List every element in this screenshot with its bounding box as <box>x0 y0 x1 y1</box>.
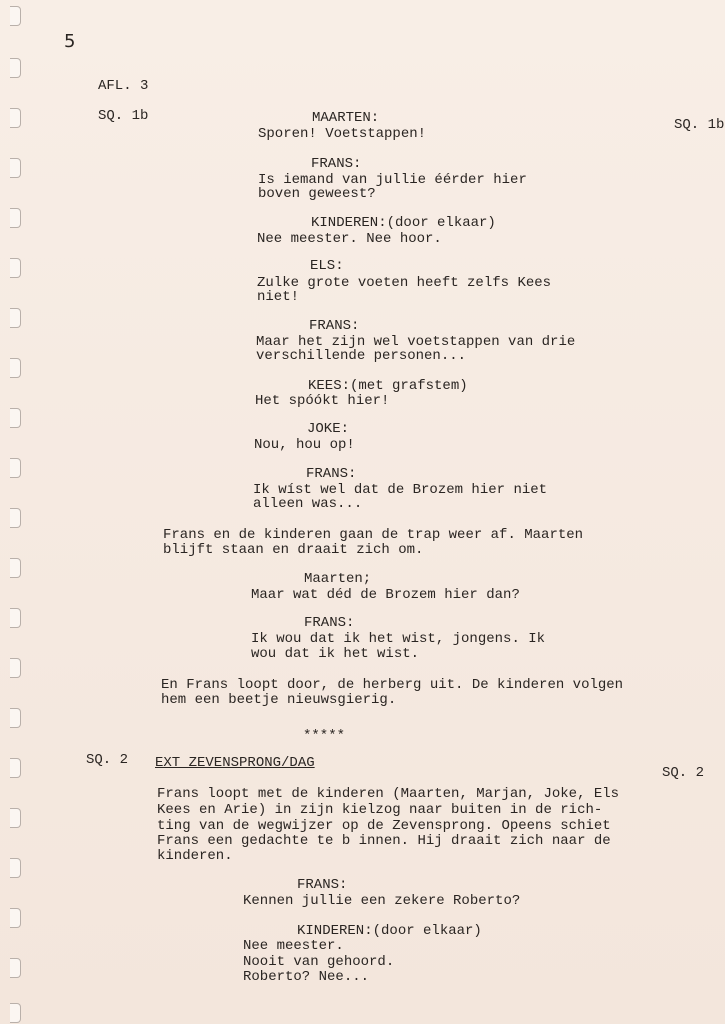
punch-hole <box>10 708 21 728</box>
punch-hole <box>10 758 21 778</box>
speaker-name: FRANS: <box>304 615 355 631</box>
punch-hole <box>10 508 21 528</box>
speaker-name: MAARTEN: <box>312 110 380 126</box>
scene-heading: EXT ZEVENSPRONG/DAG <box>155 755 315 771</box>
speaker-name: FRANS: <box>306 466 357 482</box>
speaker-name: FRANS: <box>311 156 362 172</box>
dialogue-line: Nou, hou op! <box>254 437 355 453</box>
speaker-name: JOKE: <box>307 421 350 437</box>
dialogue-line: niet! <box>257 289 300 305</box>
punch-hole <box>10 6 21 26</box>
dialogue-line: Nooit van gehoord. <box>243 954 395 970</box>
scene-break-asterisks: ***** <box>303 728 346 744</box>
speaker-name: KINDEREN:(door elkaar) <box>297 923 482 939</box>
punch-hole <box>10 908 21 928</box>
punch-hole <box>10 258 21 278</box>
episode-label: AFL. 3 <box>98 78 149 94</box>
punch-hole <box>10 808 21 828</box>
punch-hole <box>10 208 21 228</box>
scene-label-right: SQ. 2 <box>662 765 705 781</box>
speaker-name: KEES:(met grafstem) <box>308 378 468 394</box>
dialogue-line: verschillende personen... <box>256 348 467 364</box>
punch-hole <box>10 458 21 478</box>
punch-hole <box>10 308 21 328</box>
action-line: blijft staan en draait zich om. <box>163 542 424 558</box>
punch-hole <box>10 958 21 978</box>
dialogue-line: Nee meester. <box>243 938 344 954</box>
action-line: ting van de wegwijzer op de Zevensprong. Opeens schiet <box>157 818 611 834</box>
speaker-name: FRANS: <box>309 318 360 334</box>
speaker-name: FRANS: <box>297 877 348 893</box>
punch-hole <box>10 658 21 678</box>
dialogue-line: wou dat ik het wist. <box>251 646 420 662</box>
action-line: En Frans loopt door, de herberg uit. De kinderen volgen <box>161 677 624 693</box>
punch-hole <box>10 858 21 878</box>
punch-hole <box>10 108 21 128</box>
dialogue-line: Sporen! Voetstappen! <box>258 126 427 142</box>
speaker-name: Maarten; <box>304 571 372 587</box>
dialogue-line: Ik wíst wel dat de Brozem hier niet <box>253 482 548 498</box>
punch-hole <box>10 358 21 378</box>
dialogue-line: Zulke grote voeten heeft zelfs Kees <box>257 275 552 291</box>
dialogue-line: boven geweest? <box>258 186 376 202</box>
speaker-name: ELS: <box>310 258 344 274</box>
punch-hole <box>10 158 21 178</box>
dialogue-line: Maar wat déd de Brozem hier dan? <box>251 587 520 603</box>
scene-label-left: SQ. 2 <box>86 752 129 768</box>
action-line: Kees en Arie) in zijn kielzog naar buiten in de rich- <box>157 802 603 818</box>
action-line: Frans loopt met de kinderen (Maarten, Marjan, Joke, Els <box>157 786 620 802</box>
dialogue-line: Maar het zijn wel voetstappen van drie <box>256 334 576 350</box>
action-line: hem een beetje nieuwsgierig. <box>161 692 397 708</box>
action-line: Frans en de kinderen gaan de trap weer af. Maarten <box>163 527 584 543</box>
dialogue-line: Het spóókt hier! <box>255 393 390 409</box>
dialogue-line: alleen was... <box>253 496 363 512</box>
action-line: Frans een gedachte te b innen. Hij draait zich naar de <box>157 833 611 849</box>
dialogue-line: Kennen jullie een zekere Roberto? <box>243 893 521 909</box>
dialogue-line: Nee meester. Nee hoor. <box>257 231 442 247</box>
dialogue-line: Is iemand van jullie éérder hier <box>258 172 527 188</box>
scene-label-left: SQ. 1b <box>98 108 149 124</box>
punch-hole <box>10 58 21 78</box>
punch-hole <box>10 1003 21 1023</box>
punch-hole <box>10 408 21 428</box>
binder-holes <box>0 0 30 1024</box>
punch-hole <box>10 558 21 578</box>
speaker-name: KINDEREN:(door elkaar) <box>311 215 496 231</box>
dialogue-line: Roberto? Nee... <box>243 969 370 985</box>
page-number: 5 <box>64 31 76 52</box>
dialogue-line: Ik wou dat ik het wist, jongens. Ik <box>251 631 546 647</box>
scene-label-right: SQ. 1b <box>674 117 725 133</box>
punch-hole <box>10 608 21 628</box>
action-line: kinderen. <box>157 848 233 864</box>
